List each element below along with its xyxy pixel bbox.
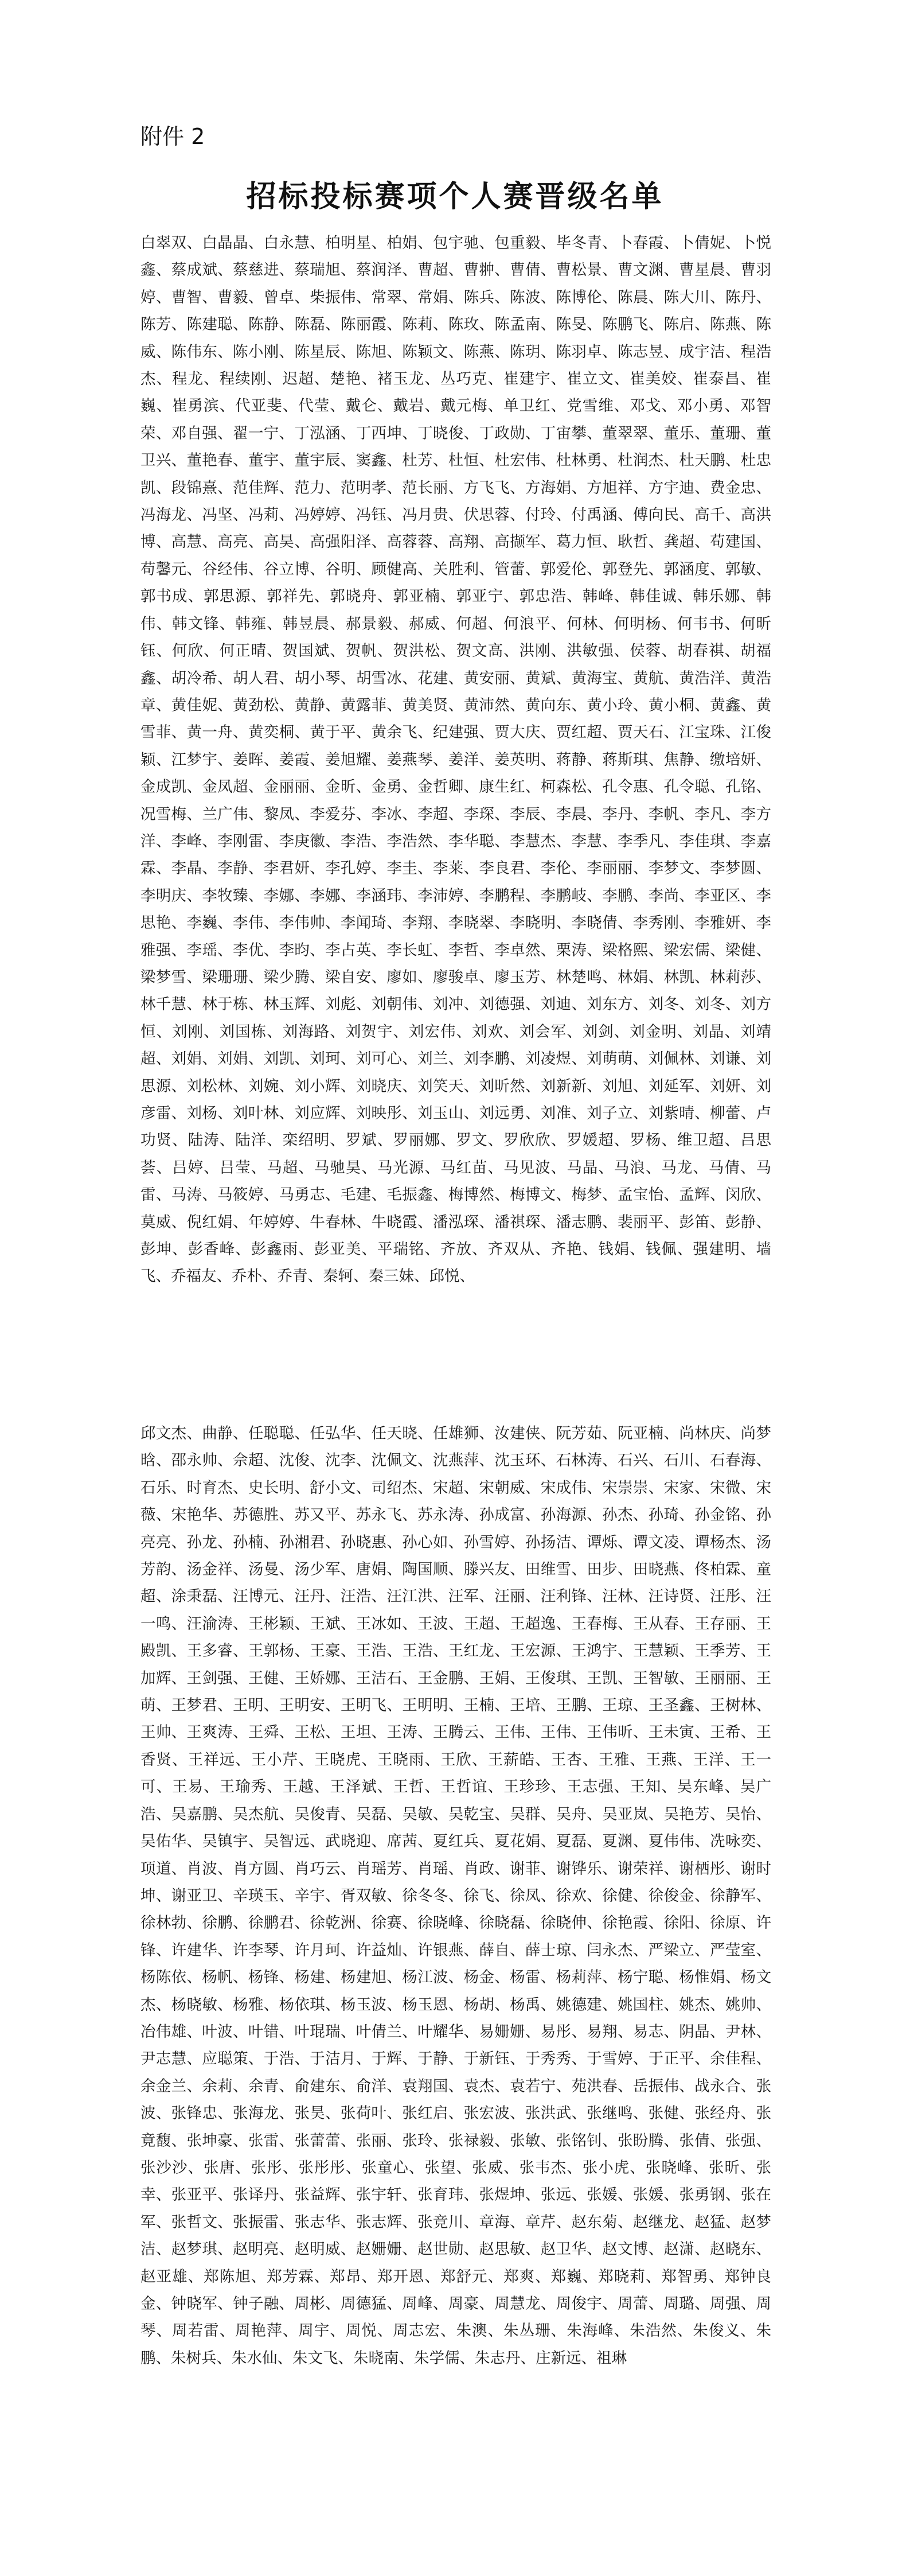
document-title: 招标投标赛项个人赛晋级名单 [246,180,664,214]
document-page-2 [0,1288,910,2576]
attachment-label: 附件 2 [140,124,205,149]
name-list-page-2: 邱文杰、曲静、任聪聪、任弘华、任天晓、任雄狮、汝建侠、阮芳茹、阮亚楠、尚林庆、尚梦晗、邵永帅、佘超、沈俊、沈李、沈佩文、沈燕萍、沈玉环、石林涛、石兴、石川、石春海、石乐、时育杰、史长明、舒小文、司绍杰、宋超、宋朝威、宋成伟、宋崇崇、宋家、宋微、宋薇、宋艳华、苏德胜、苏又平、苏永飞、苏永涛、孙成富、孙海源、孙杰、孙琦、孙金铭、孙亮亮、孙龙、孙楠、孙湘君、孙晓惠、孙心如、孙雪婷、孙扬洁、谭烁、谭文凌、谭杨杰、汤芳韵、汤金祥、汤曼、汤少军、唐娟、陶国顺、滕兴友、田维雪、田步、田晓燕、佟柏霖、童超、涂秉磊、汪博元、汪丹、汪浩、汪江洪、汪军、汪丽、汪利锋、汪林、汪诗贤、汪彤、汪一鸣、汪渝涛、王彬颖、王斌、王冰如、王波、王超、王超逸、王春梅、王从春、王存丽、王殿凯、王多睿、王郭杨、王豪、王浩、王浩、王红龙、王宏源、王鸿宇、王慧颖、王季芳、王加辉、王剑强、王健、王娇娜、王洁石、王金鹏、王娟、王俊琪、王凯、王智敏、王丽丽、王萌、王梦君、王明、王明安、王明飞、王明明、王楠、王培、王鹏、王琼、王圣鑫、王树林、王帅、王爽涛、王舜、王松、王坦、王涛、王腾云、王伟、王伟、王伟昕、王未寅、王希、王香贤、王祥远、王小芹、王晓虎、王晓雨、王欣、王薪皓、王杏、王雅、王燕、王洋、王一可、王易、王瑜秀、王越、王泽斌、王哲、王哲谊、王珍珍、王志强、王知、吴东峰、吴广浩、吴嘉鹏、吴杰航、吴俊青、吴磊、吴敏、吴乾宝、吴群、吴舟、吴亚岚、吴艳芳、吴怡、吴佑华、吴镇宇、吴智远、武晓迎、席茜、夏红兵、夏花娟、夏磊、夏渊、夏伟伟、冼咏奕、项道、肖波、肖方圆、肖巧云、肖瑶芳、肖瑶、肖政、谢菲、谢铧乐、谢荣祥、谢栖彤、谢时坤、谢亚卫、辛瑛玉、辛宇、胥双敏、徐冬冬、徐飞、徐凤、徐欢、徐健、徐俊金、徐静军、徐林勃、徐鹏、徐鹏君、徐乾洲、徐赛、徐晓峰、徐晓磊、徐晓伸、徐艳霞、徐阳、徐原、许锋、许建华、许李琴、许月珂、许益灿、许银燕、薛自、薛士琼、闫永杰、严梁立、严莹室、杨陈依、杨帆、杨锋、杨建、杨建旭、杨江波、杨金、杨雷、杨莉萍、杨宁聪、杨惟娟、杨文杰、杨晓敏、杨雅、杨依琪、杨玉波、杨玉恩、杨胡、杨禹、姚德建、姚国柱、姚杰、姚帅、冶伟雄、叶波、叶错、叶琨瑞、叶倩兰、叶耀华、易姗姗、易彤、易翔、易志、阴晶、尹林、尹志慧、应聪策、于浩、于洁月、于辉、于静、于新钰、于秀秀、于雪婷、于正平、余佳程、余金兰、余莉、余青、俞建东、俞洋、袁翔国、袁杰、袁若宁、苑洪春、岳振伟、战永合、张波、张锋忠、张海龙、张昊、张荷叶、张红启、张宏波、张洪武、张继鸣、张健、张经舟、张竟馥、张坤豪、张雷、张蕾蕾、张丽、张玲、张禄毅、张敏、张铭钊、张盼腾、张倩、张强、张沙沙、张唐、张彤、张彤彤、张童心、张望、张威、张韦杰、张小虎、张晓峰、张昕、张幸、张亚平、张译丹、张益辉、张宇轩、张育玮、张煜坤、张远、张媛、张媛、张勇钢、张在军、张哲文、张振雷、张志华、张志辉、张竞川、章海、章芹、赵东菊、赵继龙、赵猛、赵梦洁、赵梦琪、赵明亮、赵明威、赵姗姗、赵世勋、赵思敏、赵卫华、赵文博、赵潇、赵晓东、赵亚雄、郑陈旭、郑芳霖、郑昂、郑开恩、郑舒元、郑爽、郑巍、郑晓莉、郑智勇、郑钟良金、钟晓军、钟子融、周彬、周德猛、周峰、周豪、周慧龙、周俊宇、周蕾、周璐、周强、周琴、周若雷、周艳萍、周宇、周悦、周志宏、朱澳、朱丛珊、朱海峰、朱浩然、朱俊义、朱鹏、朱树兵、朱水仙、朱文飞、朱晓南、朱学儒、朱志丹、庄新远、祖琳 [140,1425,771,2367]
name-list-page-1: 白翠双、白晶晶、白永慧、柏明星、柏娟、包宇驰、包重毅、毕冬青、卜春霞、卜倩妮、卜悦鑫、蔡成斌、蔡慈进、蔡瑞旭、蔡润泽、曹超、曹翀、曹倩、曹松景、曹文渊、曹星晨、曹羽婷、曹智、曹毅、曾卓、柴振伟、常翠、常娟、陈兵、陈波、陈博伦、陈晨、陈大川、陈丹、陈芳、陈建聪、陈静、陈磊、陈丽霞、陈莉、陈玫、陈孟南、陈旻、陈鹏飞、陈启、陈燕、陈威、陈伟东、陈小刚、陈星辰、陈旭、陈颖文、陈燕、陈玥、陈羽卓、陈志昱、成宇洁、程浩杰、程龙、程续刚、迟超、楚艳、褚玉龙、丛巧克、崔建宇、崔立文、崔美姣、崔泰昌、崔巍、崔勇滨、代亚斐、代莹、戴仑、戴岩、戴元梅、单卫红、党雪维、邓戈、邓小勇、邓智荣、邓自强、翟一宁、丁泓涵、丁西坤、丁晓俊、丁政勋、丁宙攀、董翠翠、董乐、董珊、董卫兴、董艳春、董宇、董宇辰、窦鑫、杜芳、杜恒、杜宏伟、杜林勇、杜润杰、杜天鹏、杜忠凯、段锦熹、范佳辉、范力、范明孝、范长丽、方飞飞、方海娟、方旭祥、方宇迪、费金忠、冯海龙、冯坚、冯莉、冯婷婷、冯钰、冯月贵、伏思蓉、付玲、付禹涵、傅向民、高千、高洪博、高慧、高亮、高昊、高强阳泽、高蓉蓉、高翔、高撷军、葛力恒、耿哲、龚超、苟建国、苟馨元、谷经伟、谷立博、谷明、顾健高、关胜利、管蕾、郭爱伦、郭登先、郭涵度、郭敏、郭书成、郭思源、郭祥先、郭晓舟、郭亚楠、郭亚宁、郭忠浩、韩峰、韩佳诚、韩乐娜、韩伟、韩文锋、韩雍、韩昱晨、郝景毅、郝威、何超、何浪平、何林、何明杨、何韦书、何昕钰、何欣、何正晴、贺国斌、贺帆、贺洪松、贺文高、洪刚、洪敏强、侯蓉、胡春祺、胡福鑫、胡冷希、胡人君、胡小琴、胡雪冰、花建、黄安丽、黄斌、黄海宝、黄航、黄浩洋、黄浩章、黄佳妮、黄劲松、黄静、黄露菲、黄美贤、黄沛然、黄向东、黄小玲、黄小桐、黄鑫、黄雪菲、黄一舟、黄奕桐、黄于平、黄余飞、纪建强、贾大庆、贾红超、贾天石、江宝珠、江俊颖、江梦宇、姜晖、姜霞、姜旭耀、姜燕琴、姜洋、姜英明、蒋静、蒋斯琪、焦静、缴培妍、金成凯、金凤超、金丽丽、金昕、金勇、金哲卿、康生红、柯森松、孔令惠、孔令聪、孔铭、况雪梅、兰广伟、黎凤、李爱芬、李冰、李超、李琛、李辰、李晨、李丹、李帆、李凡、李方洋、李峰、李刚雷、李庚徽、李浩、李浩然、李华聪、李慧杰、李慧、李季凡、李佳琪、李嘉霖、李晶、李静、李君妍、李孔婷、李圭、李莱、李良君、李伦、李丽丽、李梦文、李梦圆、李明庆、李牧臻、李娜、李娜、李涵玮、李沛婷、李鹏程、李鹏岐、李鹏、李尚、李亚区、李思艳、李巍、李伟、李伟帅、李闻琦、李翔、李晓翠、李晓明、李晓倩、李秀刚、李雅妍、李雅强、李瑶、李优、李昀、李占英、李长虹、李哲、李卓然、栗涛、梁格熙、梁宏儒、梁健、梁梦雪、梁珊珊、梁少腾、梁自安、廖如、廖骏卓、廖玉芳、林楚鸣、林娟、林凯、林莉莎、林千慧、林于栋、林玉辉、刘彪、刘朝伟、刘冲、刘德强、刘迪、刘东方、刘冬、刘冬、刘方恒、刘刚、刘国栋、刘海路、刘贺宇、刘宏伟、刘欢、刘会军、刘剑、刘金明、刘晶、刘靖超、刘娟、刘娟、刘凯、刘珂、刘可心、刘兰、刘李鹏、刘凌煜、刘萌萌、刘佩林、刘谦、刘思源、刘松林、刘婉、刘小辉、刘晓庆、刘笑天、刘昕然、刘新新、刘旭、刘延军、刘妍、刘彦雷、刘杨、刘叶林、刘应辉、刘映彤、刘玉山、刘远勇、刘准、刘子立、刘紫晴、柳蕾、卢功贤、陆涛、陆洋、栾绍明、罗斌、罗丽娜、罗文、罗欣欣、罗媛超、罗杨、维卫超、吕思荟、吕婷、吕莹、马超、马驰昊、马光源、马红苗、马见波、马晶、马浪、马龙、马倩、马雷、马涛、马筱婷、马勇志、毛建、毛振鑫、梅博然、梅博文、梅梦、孟宝怡、孟辉、闵欣、莫威、倪红娟、年婷婷、牛春林、牛晓霞、潘泓琛、潘祺琛、潘志鹏、裴丽平、彭笛、彭静、彭坤、彭香峰、彭鑫雨、彭亚美、平瑞铭、齐放、齐双从、齐艳、钱娟、钱佩、强建明、墙飞、乔福友、乔朴、乔青、秦轲、秦三妹、邱悦、 [140,234,771,1286]
